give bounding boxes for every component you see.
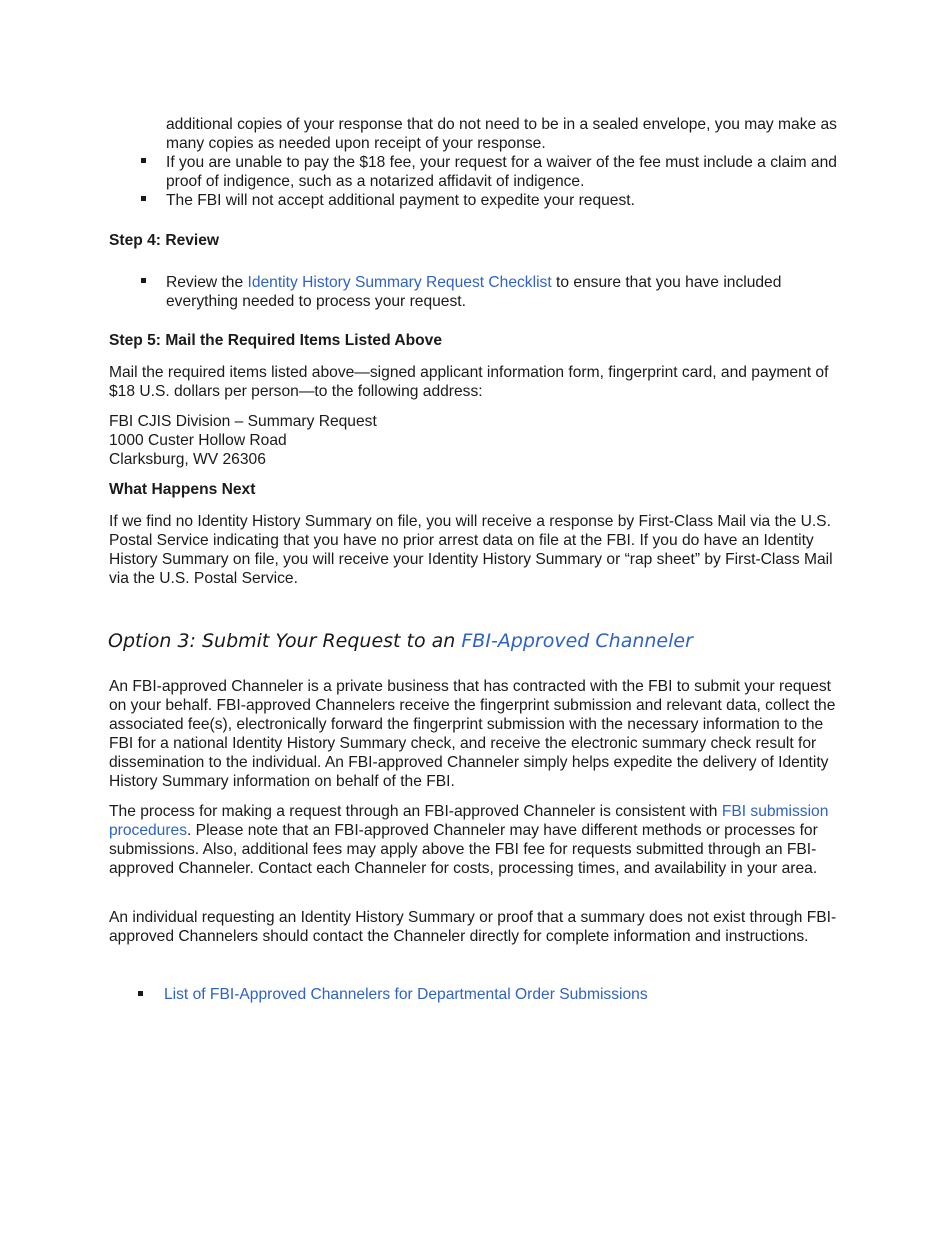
option3-heading bbox=[108, 628, 693, 654]
option3-paragraph-2-prefix: The process for making a request through an FBI-approved Channeler is consistent with bbox=[109, 803, 722, 820]
step5-text: Mail the required items listed above—signed applicant information form, fingerprint card, and payment of $18 U.S. dollars per person—to the following address: bbox=[109, 364, 829, 400]
bullet-marker bbox=[141, 278, 146, 283]
bullet-marker bbox=[141, 196, 146, 201]
option3-heading-prefix: Option 3: Submit Your Request to an bbox=[108, 630, 462, 652]
step4-bullet bbox=[166, 273, 856, 311]
bullet-marker bbox=[138, 991, 143, 996]
bullet-marker bbox=[141, 158, 146, 163]
submission-procedures-link[interactable]: FBI submission procedures bbox=[109, 803, 829, 839]
what-happens-next-heading: What Happens Next bbox=[109, 481, 256, 498]
no-expedite-bullet: The FBI will not accept additional payment to expedite your request. bbox=[166, 192, 635, 209]
checklist-link[interactable]: Identity History Summary Request Checklist bbox=[247, 274, 552, 291]
step4-heading: Step 4: Review bbox=[109, 232, 220, 249]
channeler-list-item bbox=[164, 985, 854, 1004]
option3-paragraph-3: An individual requesting an Identity History Summary or proof that a summary does not exist through FBI-approved Channelers should contact the Channeler directly for complete information and instructions. bbox=[109, 909, 837, 945]
option3-paragraph-2-suffix: . Please note that an FBI-approved Channeler may have different methods or processes for submissions. Also, additional fees may apply above the FBI fee for requests submitted through an FBI-approved Channeler. Contact each Channeler for costs, processing times, and availability in your area. bbox=[109, 822, 818, 877]
step4-bullet-prefix: Review the bbox=[166, 274, 248, 291]
step5-heading: Step 5: Mail the Required Items Listed Above bbox=[109, 332, 443, 349]
address-line-1: FBI CJIS Division – Summary Request bbox=[109, 413, 377, 430]
what-happens-next-text: If we find no Identity History Summary on file, you will receive a response by First-Class Mail via the U.S. Postal Service indicating that you have no prior arrest data on file at the FBI. If you do have an Identity History Summary on file, you will receive your Identity History Summary or “rap sheet” by First-Class Mail via the U.S. Postal Service. bbox=[109, 513, 833, 587]
address-line-3: Clarksburg, WV 26306 bbox=[109, 451, 266, 468]
address-line-2: 1000 Custer Hollow Road bbox=[109, 432, 287, 449]
channeler-heading-link[interactable]: FBI-Approved Channeler bbox=[461, 630, 693, 652]
step4-bullet-suffix: to ensure that you have included everything needed to process your request. bbox=[166, 274, 782, 310]
channeler-list-link[interactable]: List of FBI-Approved Channelers for Departmental Order Submissions bbox=[164, 986, 648, 1003]
option3-paragraph-1: An FBI-approved Channeler is a private business that has contracted with the FBI to submit your request on your behalf. FBI-approved Channelers receive the fingerprint submission and relevant data, collect the associated fee(s), electronically forward the fingerprint submission with the necessary information to the FBI for a national Identity History Summary check, and receive the electronic summary check result for dissemination to the individual. An FBI-approved Channeler simply helps expedite the delivery of Identity History Summary information on behalf of the FBI. bbox=[109, 678, 836, 790]
fee-waiver-bullet: If you are unable to pay the $18 fee, your request for a waiver of the fee must include a claim and proof of indigence, such as a notarized affidavit of indigence. bbox=[166, 154, 837, 190]
continued-bullet-text: additional copies of your response that do not need to be in a sealed envelope, you may make as many copies as needed upon receipt of your response. bbox=[166, 116, 837, 152]
option3-paragraph-2 bbox=[109, 802, 844, 878]
